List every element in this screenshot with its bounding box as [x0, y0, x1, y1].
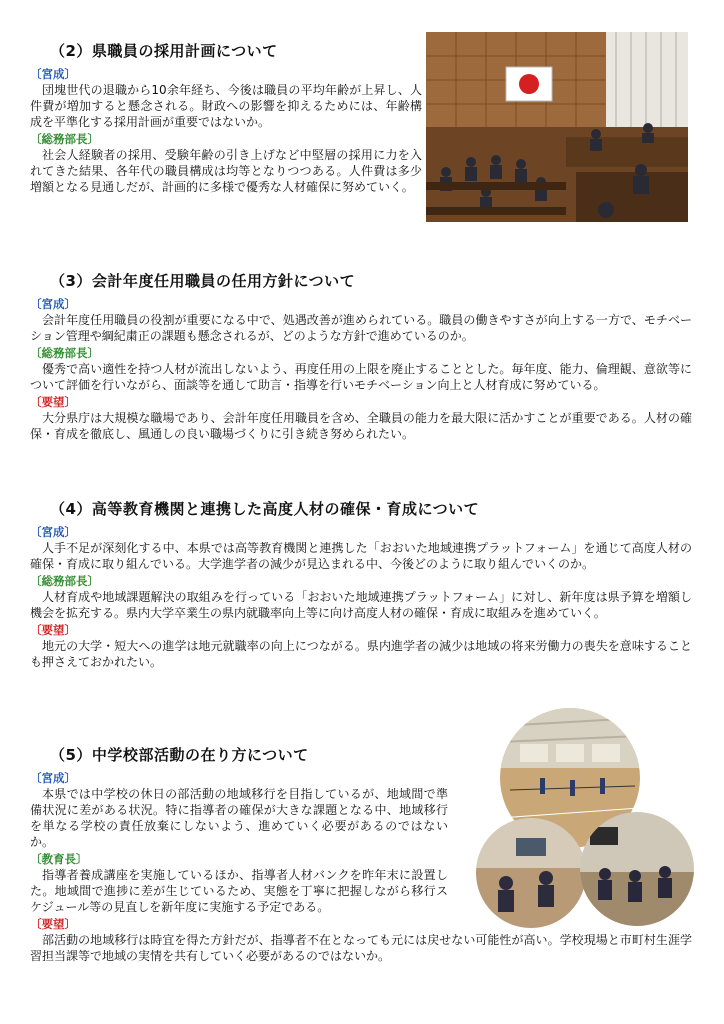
- speaker-tag: 〔宮成〕: [30, 297, 76, 311]
- speaker-tag: 〔要望〕: [30, 395, 76, 409]
- section-club-activities: [30, 744, 692, 964]
- request-text: 部活動の地域移行は時宜を得た方針だが、指導者不在となっても元には戻せない可能性が高い。学校現場と市町村生涯学習担当課等で地域の実情を共有していく必要があるのではないか。: [30, 933, 692, 963]
- speaker-tag: 〔宮成〕: [30, 525, 76, 539]
- section-higher-education: [30, 498, 692, 670]
- speaker-tag: 〔要望〕: [30, 623, 76, 637]
- speaker-tag: 〔宮成〕: [30, 771, 76, 785]
- speaker-tag: 〔総務部長〕: [30, 574, 99, 588]
- assembly-hall-photo: [426, 32, 688, 222]
- answer-text: 優秀で高い適性を持つ人材が流出しないよう、再度任用の上限を廃止することとした。毎年度、能力、倫理観、意欲等について評価を行いながら、面談等を通して助言・指導を行いモチベーション向上と人材育成に努めている。: [30, 362, 692, 392]
- answer-text: 社会人経験者の採用、受験年齢の引き上げなど中堅層の採用に力を入れてきた結果、各年代の職員構成は均等となりつつある。人件費は多少増額となる見通しだが、計画的に多様で優秀な人材確保に努めていく。: [30, 148, 422, 194]
- question-text: 人手不足が深刻化する中、本県では高等教育機関と連携した「おおいた地域連携プラットフォーム」を通じて高度人材の確保・育成に取り組んでいる。大学進学者の減少が見込まれる中、今後どのように取り組んでいくのか。: [30, 541, 692, 571]
- request-text: 大分県庁は大規模な職場であり、会計年度任用職員を含め、全職員の能力を最大限に活かすことが重要である。人材の確保・育成を徹底し、風通しの良い職場づくりに引き続き努められたい。: [30, 411, 692, 441]
- section-title: （2）県職員の採用計画について: [50, 42, 278, 60]
- speaker-tag: 〔宮成〕: [30, 67, 76, 81]
- question-text: 会計年度任用職員の役割が重要になる中で、処遇改善が進められている。職員の働きやすさが向上する一方で、モチベーション管理や綱紀粛正の課題も懸念されるが、どのような方針で進めているのか。: [30, 313, 692, 343]
- speaker-tag: 〔総務部長〕: [30, 346, 99, 360]
- question-text: 本県では中学校の休日の部活動の地域移行を目指しているが、地域間で準備状況に差がある状況。特に指導者の確保が大きな課題となる中、地域移行を単なる学校の責任放棄にしないよう、進めていく必要があるのではないか。: [30, 787, 448, 849]
- section-fiscal-year-staff: [30, 270, 692, 442]
- speaker-tag: 〔要望〕: [30, 917, 76, 931]
- speaker-tag: 〔教育長〕: [30, 852, 88, 866]
- speaker-tag: 〔総務部長〕: [30, 132, 99, 146]
- section-title: （5）中学校部活動の在り方について: [50, 746, 309, 764]
- answer-text: 指導者養成講座を実施しているほか、指導者人材バンクを昨年末に設置した。地域間で進捗に差が生じているため、実態を丁寧に把握しながら移行スケジュール等の見直しを新年度に実施する予定である。: [30, 868, 448, 914]
- section-title: （3）会計年度任用職員の任用方針について: [50, 272, 356, 290]
- answer-text: 人材育成や地域課題解決の取組みを行っている「おおいた地域連携プラットフォーム」に対し、新年度は県予算を増額し機会を拡充する。県内大学卒業生の県内就職率向上等に向け高度人材の確保・育成に取組みを進めていく。: [30, 590, 692, 620]
- request-text: 地元の大学・短大への進学は地元就職率の向上につながる。県内進学者の減少は地域の将来労働力の喪失を意味することも押さえておかれたい。: [30, 639, 692, 669]
- section-title: （4）高等教育機関と連携した高度人材の確保・育成について: [50, 500, 480, 518]
- section-recruitment-plan: [30, 40, 422, 195]
- question-text: 団塊世代の退職から10余年経ち、今後は職員の平均年齢が上昇し、人件費が増加すると懸念される。財政への影響を抑えるためには、年齢構成を平準化する採用計画が重要ではないか。: [30, 83, 422, 129]
